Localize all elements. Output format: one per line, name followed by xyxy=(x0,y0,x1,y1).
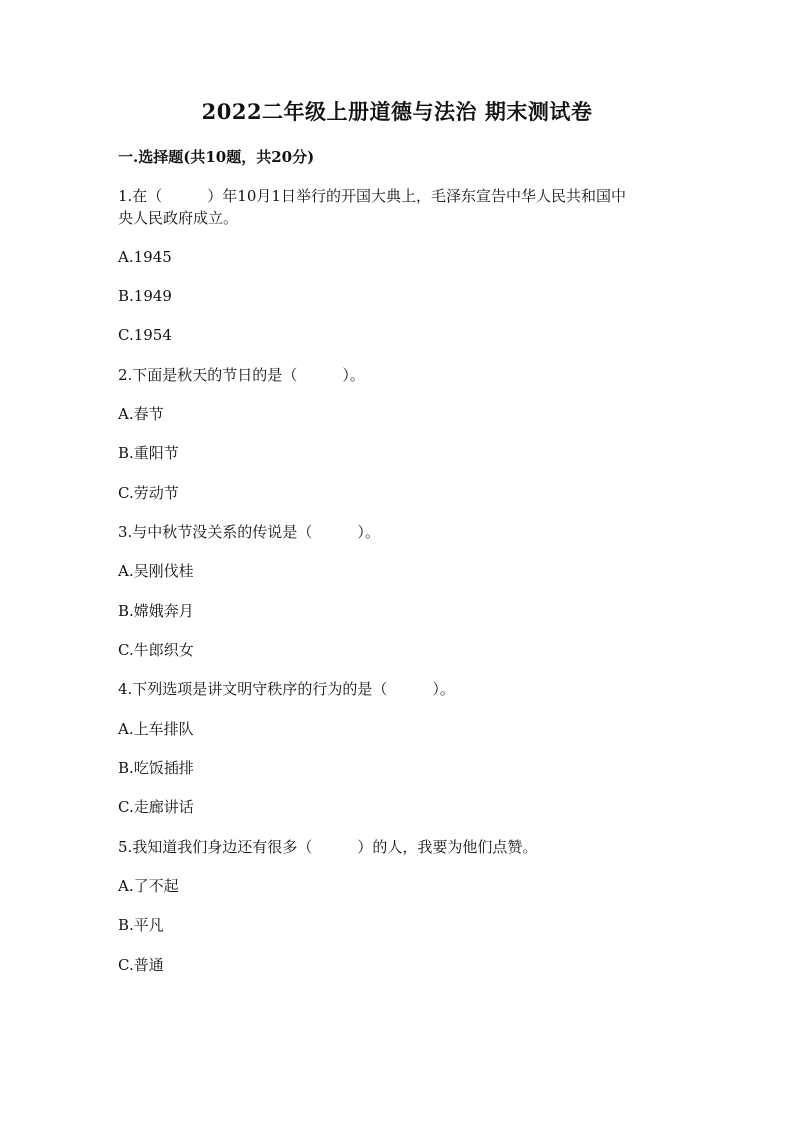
section-heading: 一.选择题(共10题，共20分) xyxy=(118,148,315,166)
question-5-stem: 5.我知道我们身边还有很多（ ）的人，我要为他们点赞。 xyxy=(118,838,538,856)
question-3-option-a: A.吴刚伐桂 xyxy=(118,562,194,580)
question-5-option-b: B.平凡 xyxy=(118,916,164,934)
question-5-option-a: A.了不起 xyxy=(118,877,179,895)
question-2-stem: 2.下面是秋天的节日的是（ ）。 xyxy=(118,366,365,384)
question-1-option-a: A.1945 xyxy=(118,248,172,266)
question-3-option-b: B.嫦娥奔月 xyxy=(118,602,194,620)
question-4-option-b: B.吃饭插排 xyxy=(118,759,194,777)
question-5-option-c: C.普通 xyxy=(118,956,164,974)
question-2-option-c: C.劳动节 xyxy=(118,484,179,502)
question-1-stem-line-2: 央人民政府成立。 xyxy=(118,209,239,227)
question-4-stem: 4.下列选项是讲文明守秩序的行为的是（ ）。 xyxy=(118,680,455,698)
question-4-option-c: C.走廊讲话 xyxy=(118,798,194,816)
question-3-stem: 3.与中秋节没关系的传说是（ ）。 xyxy=(118,523,380,541)
question-3-option-c: C.牛郎织女 xyxy=(118,641,194,659)
question-2-option-a: A.春节 xyxy=(118,405,164,423)
page-title: 2022二年级上册道德与法治 期末测试卷 xyxy=(201,99,593,124)
question-1-option-b: B.1949 xyxy=(118,287,172,305)
question-4-option-a: A.上车排队 xyxy=(118,720,194,738)
question-1-option-c: C.1954 xyxy=(118,326,172,344)
question-2-option-b: B.重阳节 xyxy=(118,444,179,462)
question-1-stem-line-1: 1.在（ ）年10月1日举行的开国大典上，毛泽东宣告中华人民共和国中 xyxy=(118,187,626,205)
